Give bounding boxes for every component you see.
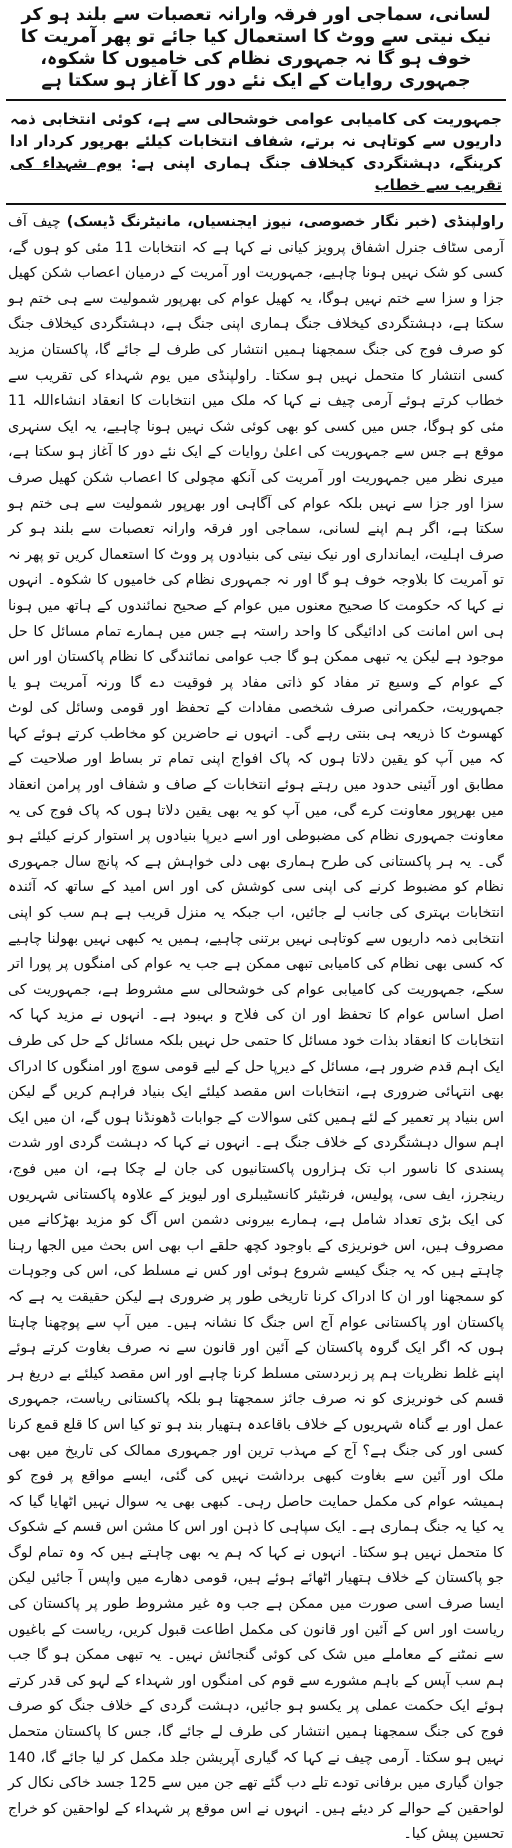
subheadline (6, 102, 506, 202)
dateline: راولپنڈی (خبر نگار خصوصی، نیوز ایجنسیاں، مانیٹرنگ ڈیسک) (66, 214, 505, 230)
subheadline-text: جمہوریت کی کامیابی عوامی خوشحالی سے ہے، کوئی انتخابی ذمہ داریوں سے کوتاہی نہ برتے، شفاف انتخابات کیلئے بھرپور کردار ادا کرینگے، دہشتگردی کیخلاف جنگ ہماری اپنی ہے: (10, 110, 502, 172)
article-body (6, 206, 506, 1848)
headline: لسانی، سماجی اور فرقہ وارانہ تعصبات سے بلند ہو کر نیک نیتی سے ووٹ کا استعمال کیا جائے تو پھر آمریت کا خوف ہو گا نہ جمہوری نظام کی خامیوں کا شکوہ، جمہوری روایات کے ایک نئے دور کا آغاز ہو سکتا ہے (20, 5, 492, 91)
subheadline-highlight: یوم شہداء کی تقریب سے خطاب (10, 154, 502, 194)
divider-top (6, 99, 506, 101)
newspaper-clipping (6, 0, 506, 1848)
divider-bottom (6, 203, 506, 205)
article-text: چیف آف آرمی سٹاف جنرل اشفاق پرویز کیانی نے کہا ہے کہ انتخابات 11 مئی کو ہوں گے، کسی کو شک نہیں ہونا چاہیے، جمہوریت اور آمریت کے درمیان اعصاب شکن کھیل جزا و سزا سے ختم نہیں ہوگا، یہ کھیل عوام کی بھرپور شمولیت سے ہی ختم ہو سکتا ہے، دہشتگردی کیخلاف جنگ ہماری اپنی جنگ ہے، دہشتگردی کیخلاف جنگ کو صرف فوج کی جنگ سمجھنا ہمیں انتشار کی طرف لے جائے گا، پاکستان مزید کسی انتشار کا متحمل نہیں ہو سکتا۔ راولپنڈی میں یوم شہداء کی تقریب سے خطاب کرتے ہوئے آرمی چیف نے کہا کہ ملک میں انتخابات کا انعقاد انشاءاللہ 11 مئی کو ہوگا، جس میں کسی کو بھی کوئی شک نہیں ہونا چاہیے، یہ ایک سنہری موقع ہے جس سے جمہوریت کی اعلیٰ روایات کے ایک نئے دور کا آغاز ہو سکتا ہے، میری نظر میں جمہوریت اور آمریت کی آنکھ مچولی کا اعصاب شکن کھیل صرف سزا اور جزا سے نہیں بلکہ عوام کی آگاہی اور بھرپور شمولیت سے ہی ختم ہو سکتا ہے، اگر ہم اپنے لسانی، سماجی اور فرقہ وارانہ تعصبات سے بلند ہو کر صرف اہلیت، ایمانداری اور نیک نیتی کی بنیادوں پر ووٹ کا استعمال کریں تو پھر نہ تو آمریت کا بلاوجہ خوف ہو گا اور نہ جمہوری نظام کی خامیوں کا شکوہ۔ انہوں نے کہا کہ حکومت کا صحیح معنوں میں عوام کے صحیح نمائندوں کے ہاتھ میں ہونا ہی اس امانت کی ادائیگی کا واحد راستہ ہے جس میں ہمارے تمام مسائل کا حل موجود ہے لیکن یہ تبھی ممکن ہو گا جب عوامی نمائندگی کا نظام پاکستان اور اس کے عوام کے وسیع تر مفاد کو ذاتی مفاد پر فوقیت دے گا ورنہ آمریت ہو یا جمہوریت، حکمرانی صرف شخصی مفادات کے تحفظ اور قومی وسائل کی لوٹ کھسوٹ کا ذریعہ ہی بنتی رہے گی۔ انہوں نے حاضرین کو مخاطب کرتے ہوئے کہا کہ میں آپ کو یقین دلاتا ہوں کہ پاک افواج اپنی تمام تر بساط اور صلاحیت کے مطابق اور آئینی حدود میں رہتے ہوئے انتخابات کے صاف و شفاف اور پرامن انعقاد میں بھرپور معاونت کرے گی، میں آپ کو یہ بھی یقین دلاتا ہوں کہ پاک فوج کی یہ معاونت جمہوری نظام کی مضبوطی اور اسے دیرپا بنیادوں پر استوار کرنے کیلئے ہو گی۔ یہ ہر پاکستانی کی طرح ہماری بھی دلی خواہش ہے کہ پانچ سال جمہوری نظام کو مضبوط کرنے کی اپنی سی کوشش کی اور اس امید کے ساتھ کہ آئندہ انتخابات بہتری کی جانب لے جائیں، اب جبکہ یہ منزل قریب ہے ہم سب کو اپنی انتخابی ذمہ داریوں سے کوتاہی نہیں برتنی چاہیے، ہمیں یہ کبھی نہیں بھولنا چاہیے کہ کسی بھی نظام کی کامیابی تبھی ممکن ہے جب یہ عوام کی امنگوں پر پورا اتر سکے، جمہوریت کی کامیابی عوام کی خوشحالی سے مشروط ہے، جمہوریت کی اصل اساس عوام کا تحفظ اور ان کی فلاح و بہبود ہے۔ انہوں نے مزید کہا کہ انتخابات کا انعقاد بذات خود مسائل کا حتمی حل نہیں بلکہ مسائل کے حل کی طرف ایک اہم قدم ضرور ہے، مسائل کے دیرپا حل کے لیے قومی سوچ اور امنگوں کا ادراک بھی انتہائی ضروری ہے، انتخابات اس مقصد کیلئے ایک بنیاد فراہم کریں گے لیکن اس بنیاد پر تعمیر کے لئے ہمیں کئی سوالات کے جوابات ڈھونڈنا ہوں گے، ان میں ایک اہم سوال دہشتگردی کے خلاف جنگ ہے۔ انہوں نے کہا کہ دہشت گردی اور شدت پسندی کا ناسور اب تک ہزاروں پاکستانیوں کی جان لے چکا ہے، ان میں فوج، رینجرز، ایف سی، پولیس، فرنٹیئر کانسٹیبلری اور لیویز کے علاوہ پاکستانی شہریوں کی ایک بڑی تعداد شامل ہے، ہمارے بیرونی دشمن اس آگ کو مزید بھڑکانے میں مصروف ہیں، اس خونریزی کے باوجود کچھ حلقے اب بھی اس بحث میں الجھا رہنا چاہتے ہیں کہ یہ جنگ کیسے شروع ہوئی اور کس نے مسلط کی، اس کی وجوہات کو سمجھنا اور ان کا ادراک کرنا تاریخی طور پر ضروری ہے لیکن حقیقت یہ ہے کہ پاکستان اور پاکستانی عوام آج اس جنگ کا نشانہ ہیں۔ میں آپ سے پوچھنا چاہتا ہوں کہ اگر ایک گروہ پاکستان کے آئین اور قانون سے نہ صرف بغاوت کرتے ہوئے اپنے غلط نظریات ہم پر زبردستی مسلط کرنا چاہے اور اس مقصد کیلئے بے دریغ ہر قسم کی خونریزی کو نہ صرف جائز سمجھتا ہو بلکہ پاکستانی ریاست، جمہوری عمل اور بے گناہ شہریوں کے خلاف باقاعدہ ہتھیار بند ہو تو کیا اس کا قلع قمع کرنا کسی اور کی جنگ ہے؟ آج کے مہذب ترین اور جمہوری ممالک کی تاریخ میں بھی ملک اور آئین سے بغاوت کبھی برداشت نہیں کی گئی، ایسے مواقع پر فوج کو ہمیشہ عوام کی مکمل حمایت حاصل رہی۔ کبھی بھی یہ سوال نہیں اٹھایا گیا کہ یہ کیا یہ جنگ ہماری ہے۔ ایک سپاہی کا ذہن اور اس کا مشن اس قسم کے شکوک کا متحمل نہیں ہو سکتا۔ انہوں نے کہا کہ ہم یہ بھی چاہتے ہیں کہ وہ تمام لوگ جو پاکستان کے خلاف ہتھیار اٹھائے ہوئے ہیں، قومی دھارے میں واپس آ جائیں لیکن ایسا صرف اسی صورت میں ممکن ہے جب وہ غیر مشروط طور پر پاکستان کی ریاست اور اس کے آئین اور قانون کی مکمل اطاعت قبول کریں، ریاست کے باغیوں سے نمٹنے کے معاملے میں شک کی کوئی گنجائش نہیں۔ یہ تبھی ممکن ہو گا جب ہم سب آپس کے باہم مشورے سے قوم کی امنگوں اور شہداء کے لہو کی قدر کرتے ہوئے ایک حکمت عملی پر یکسو ہو جائیں، دہشت گردی کے خلاف جنگ کو صرف فوج کی جنگ سمجھنا ہمیں انتشار کی طرف لے جائے گا، جس کا پاکستان متحمل نہیں ہو سکتا۔ آرمی چیف نے کہا کہ گیاری آپریشن جلد مکمل کر لیا جائے گا، 140 جوان گیاری میں برفانی تودے تلے دب گئے تھے جن میں سے 125 جسد خاکی نکال کر لواحقین کے حوالے کر دیئے ہیں۔ انہوں نے اس موقع پر شہداء کے لواحقین کو خراج تحسین پیش کیا۔ (8, 214, 504, 1843)
